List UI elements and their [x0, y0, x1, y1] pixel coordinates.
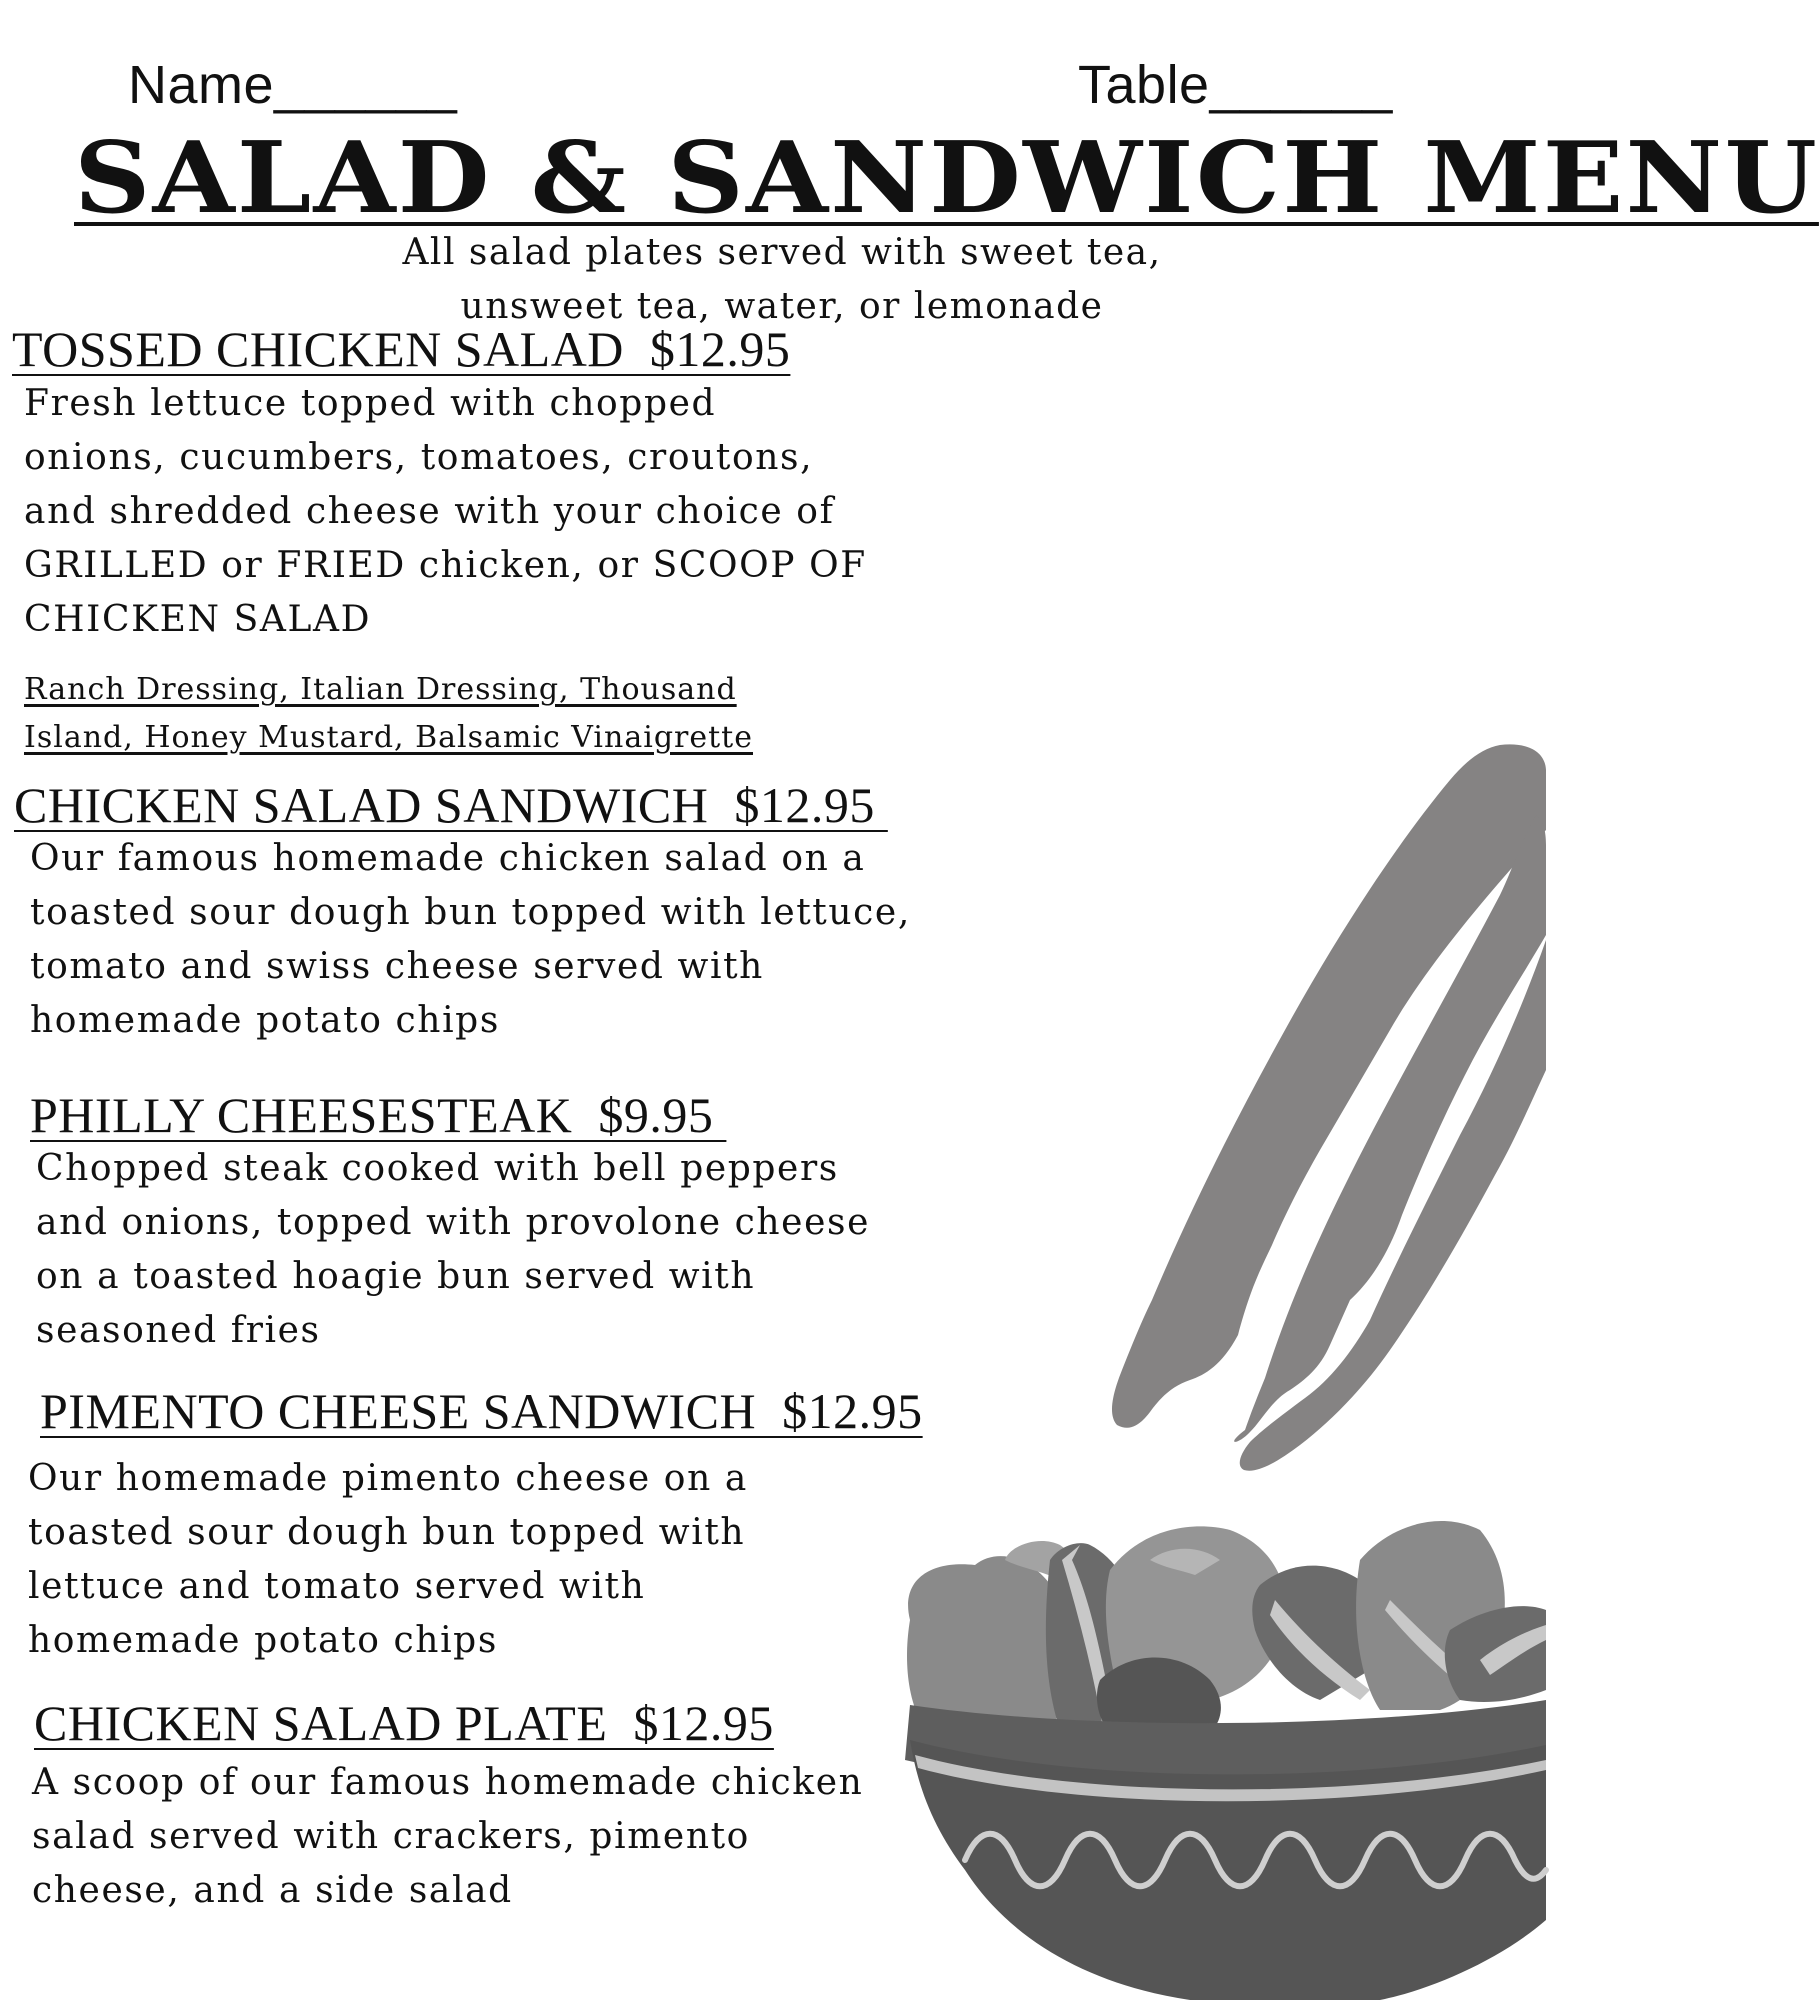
item-description-pimento-cheese-sandwich: Our homemade pimento cheese on a toasted sour dough bun topped with lettuce and tomato served with homemade potato chips: [28, 1458, 748, 1661]
menu-subtitle: All salad plates served with sweet tea, unsweet tea, water, or lemonade: [402, 232, 1162, 327]
salad-bowl-icon: [905, 1521, 1546, 2000]
table-field-label: Table______: [1078, 55, 1393, 115]
item-heading-chicken-salad-plate: CHICKEN SALAD PLATE $12.95: [34, 1695, 774, 1751]
name-field-label: Name______: [128, 55, 458, 115]
dressing-options: Ranch Dressing, Italian Dressing, Thousand Island, Honey Mustard, Balsamic Vinaigrette: [24, 672, 753, 755]
item-description-tossed-chicken-salad: Fresh lettuce topped with chopped onions, cucumbers, tomatoes, croutons, and shredded cheese with your choice of GRILLED or FRIED chicken, or SCOOP OF CHICKEN SALAD: [24, 383, 867, 640]
item-heading-tossed-chicken-salad: TOSSED CHICKEN SALAD $12.95: [12, 321, 791, 377]
menu-title: SALAD & SANDWICH MENU: [74, 121, 1819, 236]
item-heading-chicken-salad-sandwich: CHICKEN SALAD SANDWICH $12.95: [14, 777, 888, 833]
item-heading-pimento-cheese-sandwich: PIMENTO CHEESE SANDWICH $12.95: [40, 1383, 923, 1439]
item-description-chicken-salad-sandwich: Our famous homemade chicken salad on a toasted sour dough bun topped with lettuce, tomato and swiss cheese served with homemade potato chips: [30, 838, 911, 1041]
item-heading-philly-cheesesteak: PHILLY CHEESESTEAK $9.95: [30, 1087, 727, 1143]
item-description-philly-cheesesteak: Chopped steak cooked with bell peppers and onions, topped with provolone cheese on a toasted hoagie bun served with seasoned fries: [36, 1148, 870, 1351]
item-description-chicken-salad-plate: A scoop of our famous homemade chicken salad served with crackers, pimento cheese, and a side salad: [32, 1762, 864, 1911]
salad-tongs-icon: [1112, 744, 1546, 1470]
